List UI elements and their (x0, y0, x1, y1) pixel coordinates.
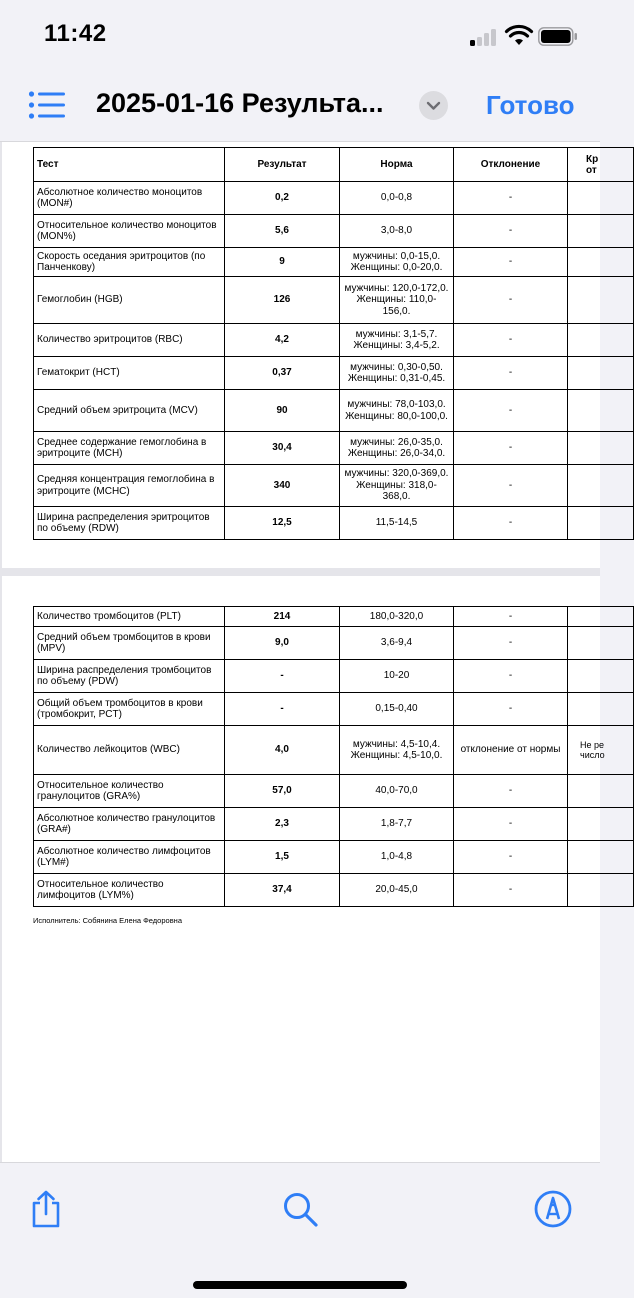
extra-cell (568, 607, 634, 627)
norm-cell: мужчины: 26,0-35,0. Женщины: 26,0-34,0. (340, 432, 454, 465)
result-cell: 340 (225, 465, 340, 507)
table-header-row (34, 148, 634, 182)
norm-cell: 0,0-0,8 (340, 182, 454, 215)
table-row (34, 808, 634, 841)
norm-cell: 3,0-8,0 (340, 215, 454, 248)
norm-cell: мужчины: 3,1-5,7. Женщины: 3,4-5,2. (340, 324, 454, 357)
deviation-cell: - (454, 874, 568, 907)
document-title: 2025-01-16 Результа... (96, 88, 384, 118)
result-cell: 57,0 (225, 775, 340, 808)
deviation-cell: - (454, 182, 568, 215)
test-cell: Скорость оседания эритроцитов (по Панченкову) (34, 248, 225, 277)
share-icon[interactable] (26, 1189, 66, 1229)
table-row (34, 507, 634, 540)
deviation-cell: - (454, 660, 568, 693)
extra-cell (568, 808, 634, 841)
test-cell: Ширина распределения эритроцитов по объему (RDW) (34, 507, 225, 540)
table-row (34, 465, 634, 507)
header-result: Результат (225, 148, 340, 182)
deviation-cell: - (454, 215, 568, 248)
extra-cell (568, 390, 634, 432)
list-icon[interactable] (28, 90, 66, 120)
norm-cell: 40,0-70,0 (340, 775, 454, 808)
status-bar (0, 0, 600, 70)
test-cell: Абсолютное количество лимфоцитов (LYM#) (34, 841, 225, 874)
result-cell: 2,3 (225, 808, 340, 841)
table-row (34, 607, 634, 627)
test-cell: Относительное количество гранулоцитов (GRA%) (34, 775, 225, 808)
norm-cell: 0,15-0,40 (340, 693, 454, 726)
extra-cell (568, 215, 634, 248)
extra-cell (568, 465, 634, 507)
norm-cell: мужчины: 120,0-172,0. Женщины: 110,0-156,0. (340, 277, 454, 324)
test-cell: Количество эритроцитов (RBC) (34, 324, 225, 357)
done-button[interactable]: Готово (486, 90, 575, 120)
result-cell: 126 (225, 277, 340, 324)
result-cell: 4,0 (225, 726, 340, 775)
result-cell: 5,6 (225, 215, 340, 248)
table-row (34, 215, 634, 248)
extra-cell: Не ре число (568, 726, 634, 775)
norm-cell: мужчины: 0,0-15,0. Женщины: 0,0-20,0. (340, 248, 454, 277)
chevron-down-icon (419, 91, 448, 120)
norm-cell: 180,0-320,0 (340, 607, 454, 627)
deviation-cell: - (454, 507, 568, 540)
performer-note: Исполнитель: Собянина Елена Федоровна (33, 916, 182, 925)
status-time: 11:42 (44, 20, 107, 47)
extra-cell (568, 693, 634, 726)
search-icon[interactable] (280, 1189, 320, 1229)
table-row (34, 874, 634, 907)
result-cell: 214 (225, 607, 340, 627)
result-cell: 37,4 (225, 874, 340, 907)
result-cell: 9 (225, 248, 340, 277)
deviation-cell: - (454, 693, 568, 726)
norm-cell: 20,0-45,0 (340, 874, 454, 907)
result-cell: 9,0 (225, 627, 340, 660)
extra-cell (568, 627, 634, 660)
deviation-cell: - (454, 277, 568, 324)
norm-cell: мужчины: 320,0-369,0. Женщины: 318,0-368,0. (340, 465, 454, 507)
result-cell: - (225, 660, 340, 693)
deviation-cell: - (454, 627, 568, 660)
cellular-signal-icon (470, 28, 498, 46)
table-row (34, 390, 634, 432)
extra-cell (568, 248, 634, 277)
wifi-icon (505, 25, 533, 47)
pdf-page-1 (2, 142, 600, 568)
results-table-2 (33, 606, 634, 907)
norm-cell: мужчины: 78,0-103,0. Женщины: 80,0-100,0. (340, 390, 454, 432)
result-cell: 0,2 (225, 182, 340, 215)
test-cell: Средняя концентрация гемоглобина в эритроците (MCHC) (34, 465, 225, 507)
test-cell: Абсолютное количество моноцитов (MON#) (34, 182, 225, 215)
test-cell: Ширина распределения тромбоцитов по объему (PDW) (34, 660, 225, 693)
extra-cell (568, 874, 634, 907)
table-row (34, 775, 634, 808)
result-cell: - (225, 693, 340, 726)
extra-cell (568, 432, 634, 465)
norm-cell: мужчины: 4,5-10,4. Женщины: 4,5-10,0. (340, 726, 454, 775)
table-row (34, 357, 634, 390)
norm-cell: 1,0-4,8 (340, 841, 454, 874)
table-row (34, 182, 634, 215)
markup-icon[interactable] (533, 1189, 573, 1229)
table-row (34, 277, 634, 324)
extra-cell (568, 507, 634, 540)
deviation-cell: - (454, 465, 568, 507)
battery-icon (538, 27, 578, 46)
table-row (34, 841, 634, 874)
extra-cell (568, 182, 634, 215)
deviation-cell: - (454, 808, 568, 841)
document-viewer[interactable] (0, 142, 605, 1162)
table-row (34, 432, 634, 465)
table-row (34, 693, 634, 726)
result-cell: 12,5 (225, 507, 340, 540)
bottom-toolbar (0, 1162, 600, 1298)
extra-cell (568, 775, 634, 808)
deviation-cell: - (454, 324, 568, 357)
deviation-cell: - (454, 357, 568, 390)
table-row (34, 324, 634, 357)
result-cell: 90 (225, 390, 340, 432)
deviation-cell: - (454, 841, 568, 874)
result-cell: 1,5 (225, 841, 340, 874)
table-row (34, 248, 634, 277)
results-table-1 (33, 147, 634, 540)
extra-cell (568, 277, 634, 324)
test-cell: Абсолютное количество гранулоцитов (GRA#) (34, 808, 225, 841)
nav-bar (0, 70, 600, 142)
norm-cell: 10-20 (340, 660, 454, 693)
test-cell: Гематокрит (HCT) (34, 357, 225, 390)
table-row (34, 627, 634, 660)
deviation-cell: отклонение от нормы (454, 726, 568, 775)
test-cell: Количество тромбоцитов (PLT) (34, 607, 225, 627)
result-cell: 0,37 (225, 357, 340, 390)
deviation-cell: - (454, 248, 568, 277)
test-cell: Среднее содержание гемоглобина в эритроците (MCH) (34, 432, 225, 465)
title-menu-button[interactable] (419, 91, 448, 120)
extra-cell (568, 841, 634, 874)
norm-cell: 11,5-14,5 (340, 507, 454, 540)
extra-cell (568, 660, 634, 693)
test-cell: Общий объем тромбоцитов в крови (тромбокрит, PCT) (34, 693, 225, 726)
header-norm: Норма (340, 148, 454, 182)
extra-cell (568, 357, 634, 390)
test-cell: Относительное количество моноцитов (MON%) (34, 215, 225, 248)
deviation-cell: - (454, 607, 568, 627)
norm-cell: мужчины: 0,30-0,50. Женщины: 0,31-0,45. (340, 357, 454, 390)
test-cell: Количество лейкоцитов (WBC) (34, 726, 225, 775)
table-row (34, 726, 634, 775)
result-cell: 4,2 (225, 324, 340, 357)
test-cell: Относительное количество лимфоцитов (LYM%) (34, 874, 225, 907)
norm-cell: 1,8-7,7 (340, 808, 454, 841)
test-cell: Средний объем тромбоцитов в крови (MPV) (34, 627, 225, 660)
header-deviation: Отклонение (454, 148, 568, 182)
test-cell: Средний объем эритроцита (MCV) (34, 390, 225, 432)
test-cell: Гемоглобин (HGB) (34, 277, 225, 324)
extra-cell (568, 324, 634, 357)
deviation-cell: - (454, 775, 568, 808)
header-test: Тест (34, 148, 225, 182)
pdf-page-2 (2, 576, 605, 1162)
result-cell: 30,4 (225, 432, 340, 465)
deviation-cell: - (454, 432, 568, 465)
header-extra: Кр от (568, 148, 634, 182)
home-indicator (193, 1281, 407, 1289)
norm-cell: 3,6-9,4 (340, 627, 454, 660)
table-row (34, 660, 634, 693)
deviation-cell: - (454, 390, 568, 432)
